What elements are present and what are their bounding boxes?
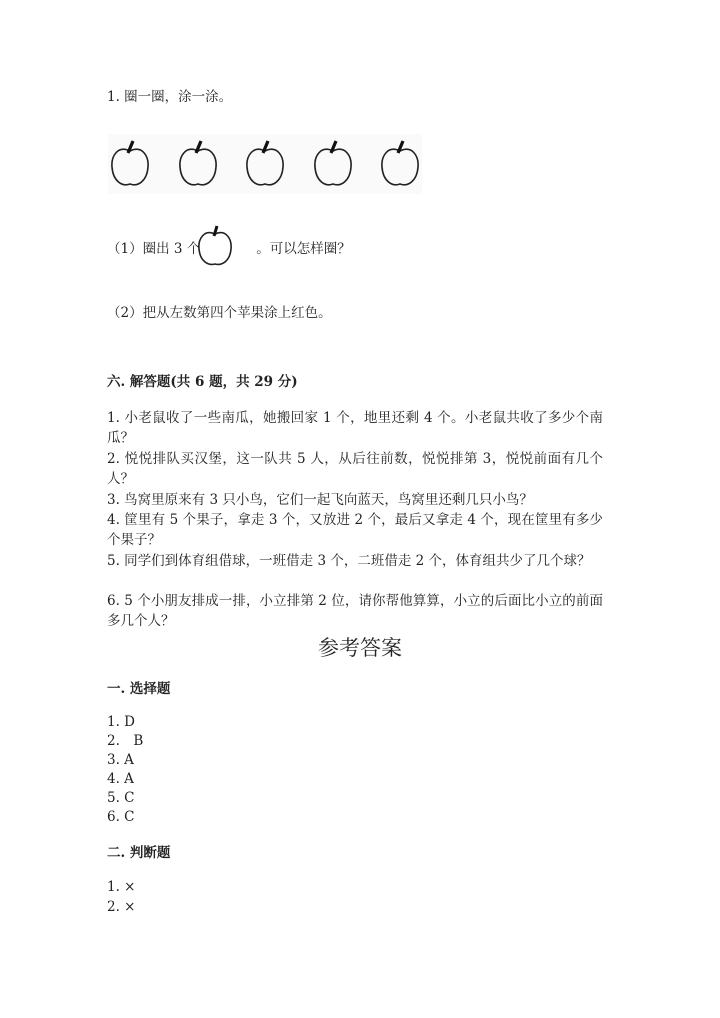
apple-icon (108, 138, 152, 190)
question-2: 2. 悦悦排队买汉堡，这一队共 5 人，从后往前数，悦悦排第 3，悦悦前面有几个人？ (107, 451, 603, 488)
answer-item: 5. C (107, 790, 135, 806)
section-heading: 六. 解答题(共 6 题，共 29 分) (107, 374, 298, 390)
answer-title: 参考答案 (318, 636, 402, 660)
apple-icon (200, 233, 256, 253)
answer-item: 3. A (107, 752, 134, 768)
answer-item: 2. × (107, 899, 136, 915)
answer-item: 2. B (107, 733, 144, 749)
question-title: 1. 圈一圈，涂一涂。 (107, 89, 233, 105)
question-1: 1. 小老鼠收了一些南瓜，她搬回家 1 个，地里还剩 4 个。小老鼠共收了多少个南瓜？ (107, 410, 603, 447)
sub-question-1-before: （1）圈出 3 个 (107, 241, 201, 257)
apple-icon (243, 138, 287, 190)
apple-icon (311, 138, 355, 190)
answer-section-1-heading: 一. 选择题 (107, 681, 171, 697)
answer-item: 1. D (107, 714, 135, 730)
question-3: 3. 鸟窝里原来有 3 只小鸟，它们一起飞向蓝天，鸟窝里还剩几只小鸟？ (107, 492, 533, 508)
apple-row (108, 134, 422, 194)
question-4: 4. 筐里有 5 个果子，拿走 3 个，又放进 2 个，最后又拿走 4 个，现在筐里有多少个果子？ (107, 512, 603, 549)
apple-icon (378, 138, 422, 190)
answer-item: 4. A (107, 771, 134, 787)
question-5: 5. 同学们到体育组借球，一班借走 3 个，二班借走 2 个，体育组共少了几个球？ (107, 553, 591, 569)
apple-icon (176, 138, 220, 190)
answer-item: 1. × (107, 879, 136, 895)
answer-item: 6. C (107, 809, 135, 825)
question-6: 6. 5 个小朋友排成一排，小立排第 2 位，请你帮他算算，小立的后面比小立的前面多几个人？ (107, 593, 603, 630)
answer-section-2-heading: 二. 判断题 (107, 845, 171, 861)
sub-question-1 (107, 233, 351, 259)
sub-question-1-after: 。可以怎样圈？ (256, 241, 351, 257)
sub-question-2: （2）把从左数第四个苹果涂上红色。 (107, 305, 332, 321)
